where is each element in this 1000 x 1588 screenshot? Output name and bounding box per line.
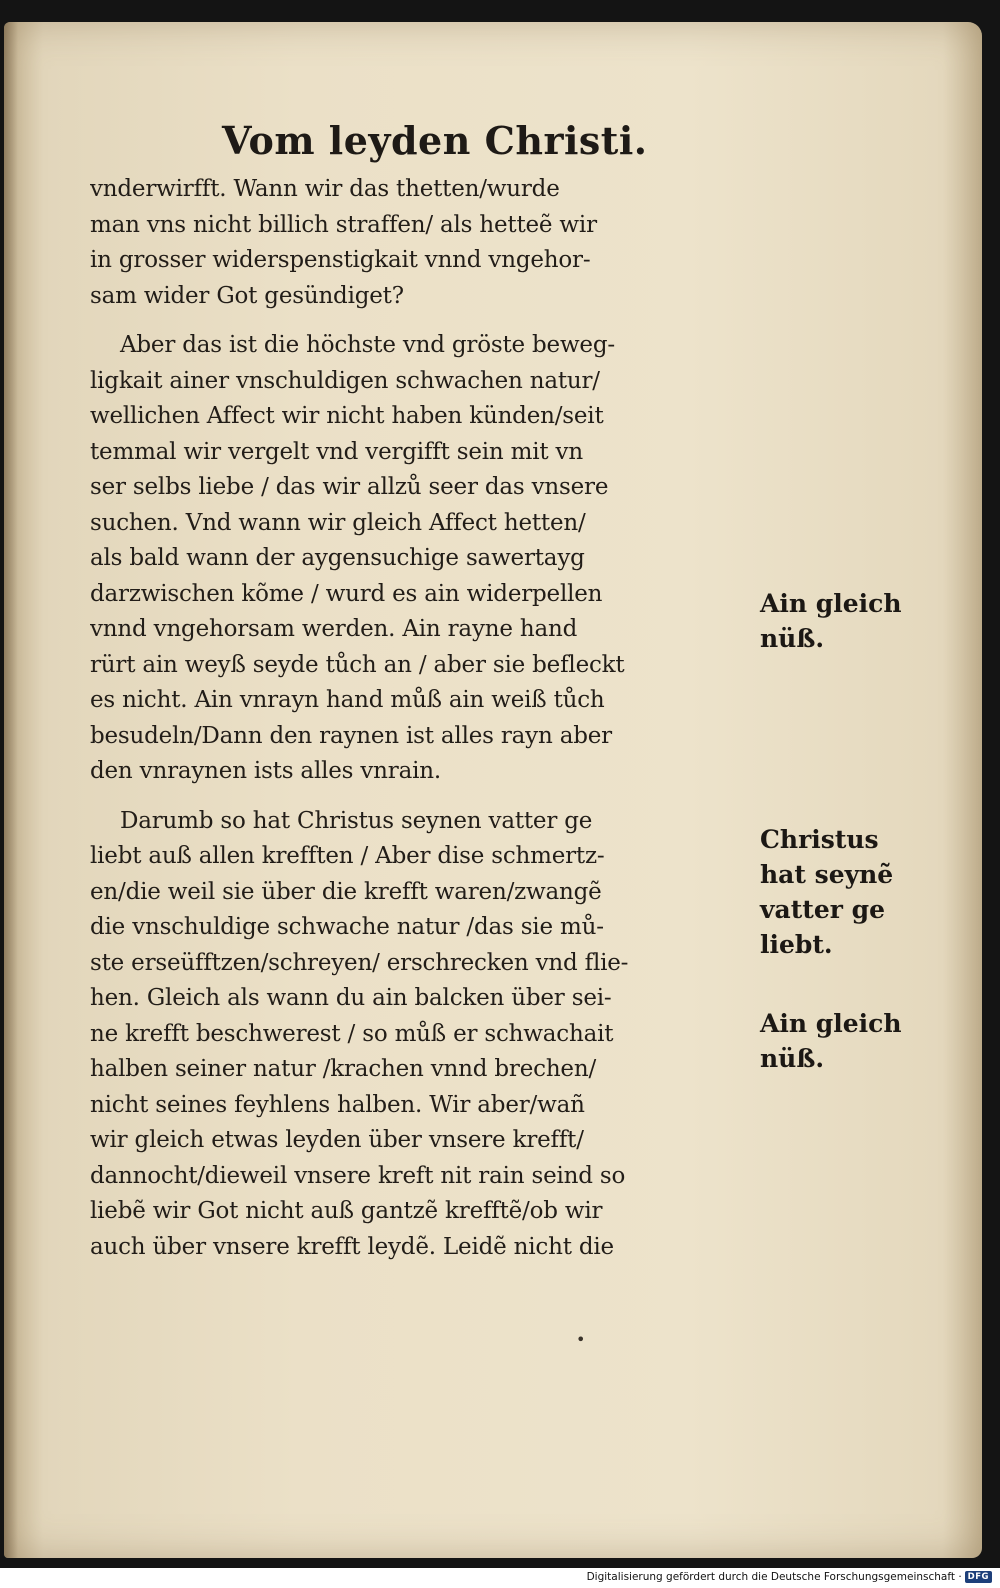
text-line: den vnraynen ists alles vnrain. bbox=[90, 758, 441, 784]
text-line: ste erseüfftzen/schreyen/ erschrecken vnd flie- bbox=[90, 949, 629, 976]
text-line: sam wider Got gesündiget? bbox=[90, 282, 404, 309]
margin-note-line: Christus bbox=[760, 825, 879, 854]
text-line: man vns nicht billich straffen/ als hetteẽ wir bbox=[90, 211, 597, 238]
margin-note-line: Ain gleich bbox=[760, 589, 902, 618]
text-line: liebẽ wir Got nicht auß gantzẽ krefftẽ/ob wir bbox=[90, 1198, 603, 1224]
running-head: Vom leyden Christi. bbox=[222, 118, 648, 163]
text-line: suchen. Vnd wann wir gleich Affect hetten/ bbox=[90, 509, 586, 536]
text-line: ser selbs liebe / das wir allzů seer das vnsere bbox=[90, 474, 609, 500]
text-line: vnnd vngehorsam werden. Ain rayne hand bbox=[90, 616, 578, 642]
text-line: nicht seines feyhlens halben. Wir aber/wañ bbox=[90, 1091, 585, 1118]
paragraph-gap bbox=[90, 314, 750, 328]
margin-note-simile-2 bbox=[760, 1006, 910, 1076]
text-line: temmal wir vergelt vnd vergifft sein mit vn bbox=[90, 438, 583, 465]
margin-note-line: nüß. bbox=[760, 1044, 825, 1073]
dfg-logo-icon: DFG bbox=[965, 1571, 992, 1583]
main-text-block bbox=[90, 172, 750, 1265]
stray-ink-mark: • bbox=[576, 1330, 586, 1349]
text-line: wir gleich etwas leyden über vnsere krefft/ bbox=[90, 1127, 584, 1153]
text-line: ligkait ainer vnschuldigen schwachen natur/ bbox=[90, 367, 600, 394]
margin-note-line: vatter ge bbox=[760, 895, 885, 924]
margin-note-christus bbox=[760, 822, 910, 962]
text-line: besudeln/Dann den raynen ist alles rayn aber bbox=[90, 722, 612, 749]
footer-text: Digitalisierung gefördert durch die Deutsche Forschungsgemeinschaft · bbox=[586, 1571, 962, 1583]
margin-note-line: Ain gleich bbox=[760, 1009, 902, 1038]
margin-note-line: liebt. bbox=[760, 930, 833, 959]
text-line: liebt auß allen krefften / Aber dise schmertz- bbox=[90, 843, 605, 869]
text-line: es nicht. Ain vnrayn hand můß ain weiß tůch bbox=[90, 687, 605, 713]
text-line: en/die weil sie über die krefft waren/zwangẽ bbox=[90, 878, 602, 905]
text-line: Aber das ist die höchste vnd gröste beweg- bbox=[120, 332, 615, 358]
text-line: hen. Gleich als wann du ain balcken über sei- bbox=[90, 985, 612, 1011]
text-line: die vnschuldige schwache natur /das sie mů- bbox=[90, 914, 604, 940]
text-line: vnderwirfft. Wann wir das thetten/wurde bbox=[90, 176, 560, 202]
text-line: rürt ain weyß seyde tůch an / aber sie befleckt bbox=[90, 651, 625, 678]
text-line: Darumb so hat Christus seynen vatter ge bbox=[120, 807, 593, 834]
digitization-footer bbox=[587, 1571, 992, 1583]
text-line: dannocht/dieweil vnsere kreft nit rain seind so bbox=[90, 1162, 626, 1189]
text-line: als bald wann der aygensuchige sawertayg bbox=[90, 545, 585, 571]
text-line: ne krefft beschwerest / so můß er schwachait bbox=[90, 1020, 614, 1047]
paragraph-gap bbox=[90, 790, 750, 804]
text-line: in grosser widerspenstigkait vnnd vngehor- bbox=[90, 247, 591, 273]
margin-note-line: nüß. bbox=[760, 624, 825, 653]
text-line: auch über vnsere krefft leydẽ. Leidẽ nicht die bbox=[90, 1233, 614, 1260]
text-line: darzwischen kõme / wurd es ain widerpellen bbox=[90, 580, 603, 607]
page-spine-shadow bbox=[4, 22, 18, 1558]
margin-note-line: hat seynẽ bbox=[760, 860, 894, 889]
text-line: wellichen Affect wir nicht haben künden/seit bbox=[90, 403, 604, 429]
text-line: halben seiner natur /krachen vnnd brechen/ bbox=[90, 1056, 597, 1082]
margin-note-simile-1 bbox=[760, 586, 910, 656]
